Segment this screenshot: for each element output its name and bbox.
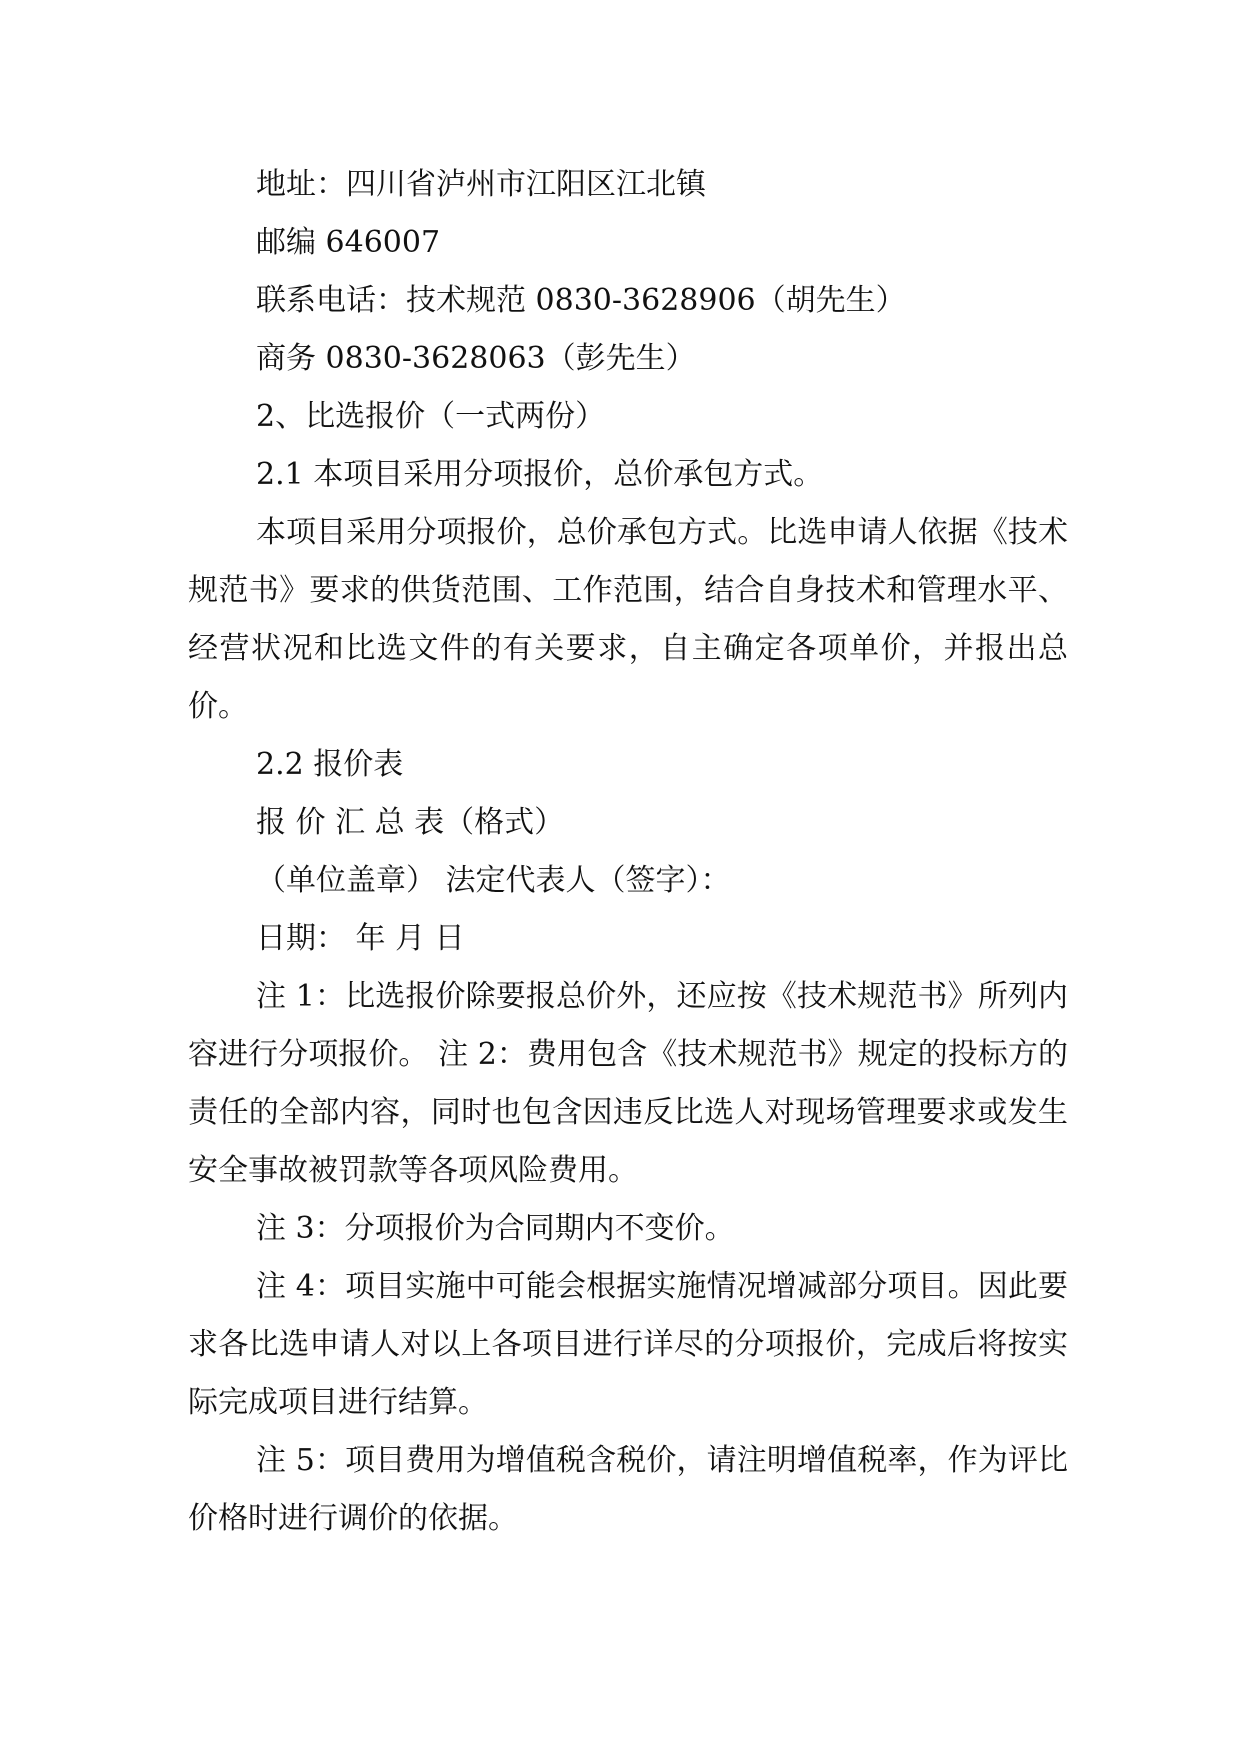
- document-body: [188, 156, 1068, 1548]
- section-2-2-heading: 2.2 报价表: [256, 747, 404, 782]
- note-3-paragraph: 注 3：分项报价为合同期内不变价。: [256, 1211, 735, 1246]
- note-4-paragraph: 注 4：项目实施中可能会根据实施情况增减部分项目。因此要求各比选申请人对以上各项目进行详尽的分项报价，完成后将按实际完成项目进行结算。: [188, 1269, 1068, 1420]
- date-line: 日期： 年 月 日: [256, 921, 465, 956]
- summary-table-title: 报 价 汇 总 表（格式）: [256, 805, 565, 840]
- note-5-paragraph: 注 5：项目费用为增值税含税价，请注明增值税率，作为评比价格时进行调价的依据。: [188, 1443, 1068, 1536]
- address-line: 地址：四川省泸州市江阳区江北镇: [256, 167, 706, 202]
- section-2-1-heading: 2.1 本项目采用分项报价，总价承包方式。: [256, 457, 824, 492]
- postcode-line: 邮编 646007: [256, 225, 441, 260]
- signature-line: （单位盖章） 法定代表人（签字）：: [256, 863, 731, 898]
- section-2-heading: 2、比选报价（一式两份）: [256, 399, 606, 434]
- business-phone-line: 商务 0830-3628063（彭先生）: [256, 341, 696, 376]
- tech-phone-line: 联系电话：技术规范 0830-3628906（胡先生）: [256, 283, 906, 318]
- pricing-method-paragraph: 本项目采用分项报价，总价承包方式。比选申请人依据《技术规范书》要求的供货范围、工作范围，结合自身技术和管理水平、经营状况和比选文件的有关要求，自主确定各项单价，并报出总价。: [188, 515, 1068, 724]
- note-1-2-paragraph: 注 1：比选报价除要报总价外，还应按《技术规范书》所列内容进行分项报价。 注 2：费用包含《技术规范书》规定的投标方的责任的全部内容，同时也包含因违反比选人对现场管理要求或发生安全事故被罚款等各项风险费用。: [188, 979, 1068, 1188]
